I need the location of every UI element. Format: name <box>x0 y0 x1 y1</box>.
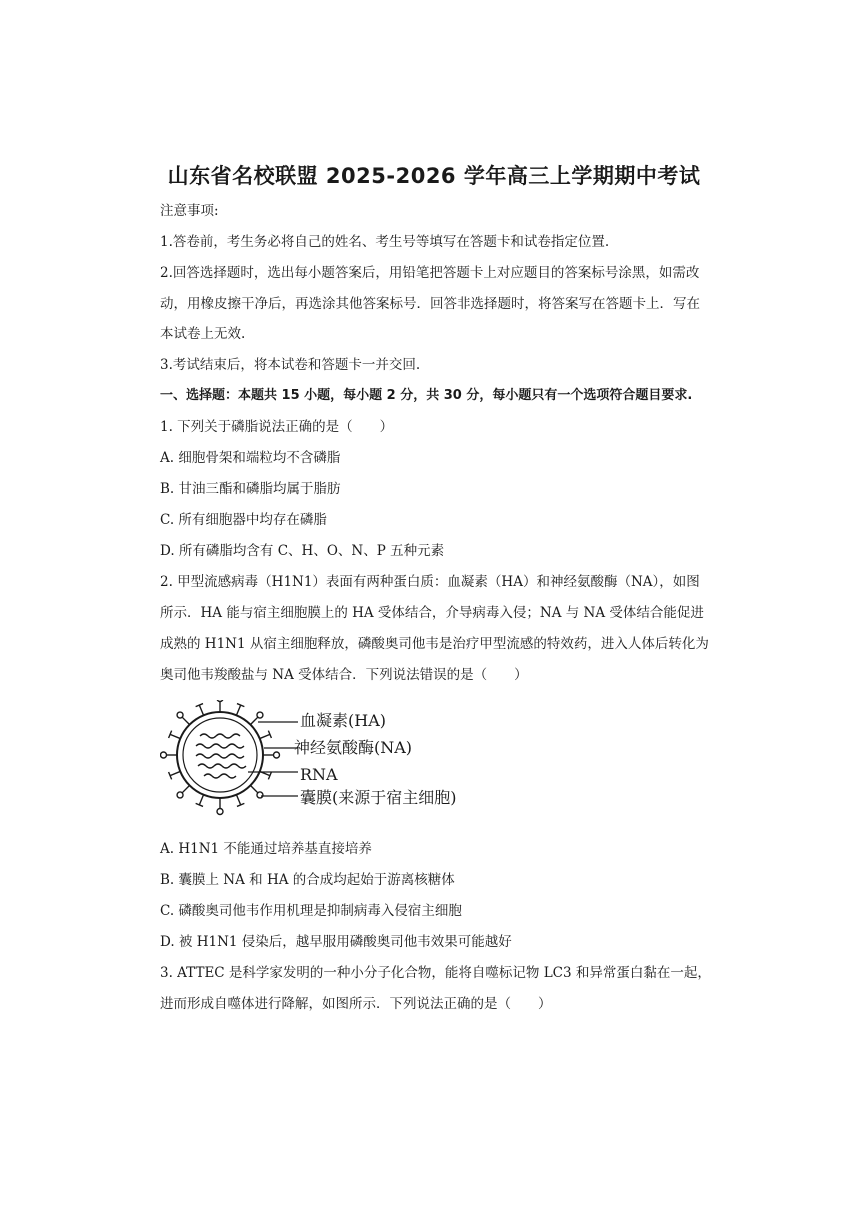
spike-stalk <box>170 771 180 775</box>
question-2-option-a: A. H1N1 不能通过培养基直接培养 <box>160 841 372 857</box>
notice-item-2-line-3: 本试卷上无效. <box>160 326 246 342</box>
spike-knob <box>177 792 183 798</box>
spike-stalk <box>250 785 258 793</box>
question-2-stem-line-4: 奥司他韦羧酸盐与 NA 受体结合．下列说法错误的是（ ） <box>160 667 528 683</box>
notice-heading: 注意事项: <box>160 203 219 219</box>
question-2-option-c: C. 磷酸奥司他韦作用机理是抑制病毒入侵宿主细胞 <box>160 903 462 919</box>
spike-stalk <box>170 734 180 738</box>
label-neuraminidase: 神经氨酸酶(NA) <box>294 738 413 757</box>
notice-item-1: 1.答卷前，考生务必将自己的姓名、考生号等填写在答题卡和试卷指定位置. <box>160 234 610 250</box>
spike-knob <box>257 712 263 718</box>
spike-knob <box>274 752 280 758</box>
question-2-stem-line-3: 成熟的 H1N1 从宿主细胞释放，磷酸奥司他韦是治疗甲型流感的特效药，进入人体后转化为 <box>160 636 709 652</box>
label-hemagglutinin: 血凝素(HA) <box>300 711 386 730</box>
question-1-option-c: C. 所有细胞器中均存在磷脂 <box>160 512 327 528</box>
question-3-stem-line-1: 3. ATTEC 是科学家发明的一种小分子化合物，能将自噬标记物 LC3 和异常蛋白黏在一起， <box>160 965 711 981</box>
question-1-option-a: A. 细胞骨架和端粒均不含磷脂 <box>160 450 341 466</box>
question-3-stem-line-2: 进而形成自噬体进行降解，如图所示．下列说法正确的是（ ） <box>160 996 552 1012</box>
spike-stalk <box>182 717 190 725</box>
spike-stalk <box>182 785 190 793</box>
question-1-option-d: D. 所有磷脂均含有 C、H、O、N、P 五种元素 <box>160 543 445 559</box>
exam-title: 山东省名校联盟 2025-2026 学年高三上学期期中考试 <box>167 164 701 188</box>
spike-knob <box>161 752 167 758</box>
spike-stalk <box>250 717 258 725</box>
question-2-option-b: B. 囊膜上 NA 和 HA 的合成均起始于游离核糖体 <box>160 872 455 888</box>
spike-stalk <box>199 705 203 715</box>
spike-stalk <box>199 795 203 805</box>
spike-stalk <box>260 734 270 738</box>
notice-item-2-line-1: 2.回答选择题时，选出每小题答案后，用铅笔把答题卡上对应题目的答案标号涂黑，如需改 <box>160 265 700 281</box>
spike-stalk <box>236 705 240 715</box>
notice-item-2-line-2: 动，用橡皮擦干净后，再选涂其他答案标号．回答非选择题时，将答案写在答题卡上．写在 <box>160 296 700 312</box>
label-rna: RNA <box>300 765 338 784</box>
question-1-stem: 1. 下列关于磷脂说法正确的是（ ） <box>160 419 394 435</box>
label-envelope: 囊膜(来源于宿主细胞) <box>300 788 457 807</box>
spike-knob <box>257 792 263 798</box>
spike-knob <box>217 809 223 815</box>
question-2-option-d: D. 被 H1N1 侵染后，越早服用磷酸奥司他韦效果可能越好 <box>160 934 512 950</box>
spike-knob <box>177 712 183 718</box>
spike-stalk <box>236 795 240 805</box>
spike-knob <box>217 700 223 702</box>
question-1-option-b: B. 甘油三酯和磷脂均属于脂肪 <box>160 481 341 497</box>
section-heading: 一、选择题：本题共 15 小题，每小题 2 分，共 30 分，每小题只有一个选项符合题目要求. <box>160 388 693 403</box>
question-2-stem-line-2: 所示．HA 能与宿主细胞膜上的 HA 受体结合，介导病毒入侵；NA 与 NA 受体结合能促进 <box>160 605 704 621</box>
question-2-stem-line-1: 2. 甲型流感病毒（H1N1）表面有两种蛋白质：血凝素（HA）和神经氨酸酶（NA），如图 <box>160 574 700 590</box>
notice-item-3: 3.考试结束后，将本试卷和答题卡一并交回. <box>160 357 421 373</box>
virus-diagram <box>160 700 480 820</box>
